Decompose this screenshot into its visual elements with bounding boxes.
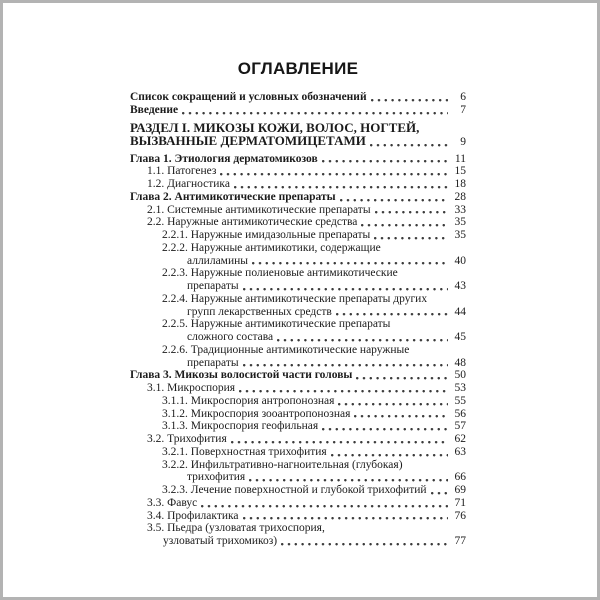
- toc-entry-label: Введение: [130, 103, 179, 116]
- toc-row: [130, 446, 466, 459]
- toc-entry-label: 3.1.1. Микроспория антропонозная: [162, 394, 335, 407]
- toc-row: [130, 229, 466, 242]
- toc-page-number: 66: [454, 471, 466, 484]
- toc-row: [130, 471, 466, 484]
- toc-row: [130, 153, 466, 166]
- toc-entry-label: Глава 2. Антимикотические препараты: [130, 190, 336, 203]
- toc-row: [130, 178, 466, 191]
- dot-leader: [336, 313, 448, 316]
- dot-leader: [374, 237, 448, 240]
- toc-page-number: 62: [454, 433, 466, 445]
- toc-page-number: 71: [454, 496, 466, 509]
- toc-entry-label: узловатый трихомикоз): [163, 535, 278, 547]
- toc-entry-label: 3.2.3. Лечение поверхностной и глубокой трихофитий: [162, 484, 427, 496]
- dot-leader: [361, 224, 448, 227]
- toc-entry-label: 2.2.1. Наружные имидазольные препараты: [162, 229, 371, 241]
- dot-leader: [231, 441, 448, 444]
- toc-entry-label: Глава 1. Этиология дерматомикозов: [130, 152, 318, 165]
- toc-entry-label: Список сокращений и условных обозначений: [130, 91, 367, 103]
- toc-row: [130, 433, 466, 446]
- toc-row: [130, 357, 466, 370]
- toc-row: [130, 293, 466, 306]
- toc-page-number: 18: [454, 178, 466, 190]
- toc-entry-label: 2.2.4. Наружные антимикотические препараты других: [162, 292, 428, 305]
- toc-row: [130, 104, 466, 117]
- toc-row: [130, 510, 466, 523]
- dot-leader: [322, 160, 448, 163]
- toc-row: [130, 408, 466, 421]
- page-title: ОГЛАВЛЕНИЕ: [237, 59, 359, 78]
- dot-leader: [277, 339, 448, 342]
- toc-entry-label: сложного состава: [187, 331, 274, 343]
- toc-page-number: 50: [454, 369, 466, 382]
- toc-entry-label: 3.5. Пьедра (узловатая трихоспория,: [147, 522, 325, 535]
- toc-row: [130, 280, 466, 293]
- toc-entry-label: ВЫЗВАННЫЕ ДЕРМАТОМИЦЕТАМИ: [130, 132, 366, 148]
- dot-leader: [201, 505, 448, 508]
- dot-leader: [356, 377, 448, 380]
- dot-leader: [243, 517, 448, 520]
- dot-leader: [249, 479, 448, 482]
- toc-row: [130, 369, 466, 382]
- toc-row: [130, 522, 466, 535]
- toc-entry-label: 2.2.6. Традиционные антимикотические наружные: [162, 343, 410, 356]
- toc-row: [130, 306, 466, 319]
- toc-row: [130, 121, 466, 134]
- toc-entry-label: 3.1.3. Микроспория геофильная: [162, 420, 319, 433]
- toc-entry-label: 1.2. Диагностика: [147, 178, 230, 190]
- toc-page-number: 28: [454, 190, 466, 203]
- toc-page-number: 63: [454, 445, 466, 458]
- toc-page-number: 77: [454, 535, 466, 547]
- dot-leader: [239, 390, 448, 393]
- toc-row: [130, 191, 466, 204]
- toc-list: [130, 91, 466, 548]
- toc-entry-label: 1.1. Патогенез: [147, 165, 217, 178]
- dot-leader: [281, 543, 448, 546]
- toc-page-number: 33: [454, 203, 466, 216]
- toc-entry-label: 3.2.2. Инфильтративно-нагноительная (глубокая): [162, 458, 403, 471]
- dot-leader: [322, 428, 448, 431]
- toc-entry-label: 3.4. Профилактика: [147, 509, 239, 522]
- toc-page-number: 53: [454, 382, 466, 394]
- toc-entry-label: 3.2.1. Поверхностная трихофития: [162, 445, 327, 458]
- toc-row: [130, 267, 466, 280]
- toc-row: [130, 331, 466, 344]
- toc-entry-label: Глава 3. Микозы волосистой части головы: [130, 369, 353, 382]
- toc-row: [130, 344, 466, 357]
- toc-row: [130, 134, 466, 149]
- toc-row: [130, 242, 466, 255]
- toc-page-number: 7: [460, 103, 466, 116]
- toc-page-number: 57: [454, 420, 466, 433]
- toc-entry-label: 3.1.2. Микроспория зооантропонозная: [162, 407, 351, 420]
- toc-entry-label: 2.2. Наружные антимикотические средства: [147, 216, 358, 229]
- toc-entry-label: 2.2.2. Наружные антимикотики, содержащие: [162, 241, 381, 254]
- dot-leader: [331, 454, 448, 457]
- toc-row: [130, 91, 466, 104]
- dot-leader: [370, 144, 448, 147]
- toc-row: [130, 497, 466, 510]
- toc-entry-label: 3.3. Фавус: [147, 496, 198, 509]
- toc-page-number: 9: [460, 135, 466, 148]
- dot-leader: [338, 403, 448, 406]
- dot-leader: [252, 262, 448, 265]
- toc-entry-label: препараты: [187, 280, 239, 292]
- toc-page-number: 40: [454, 254, 466, 267]
- dot-leader: [371, 99, 448, 102]
- toc-row: [130, 382, 466, 395]
- toc-page-number: 43: [454, 280, 466, 292]
- content-column: [130, 60, 466, 548]
- toc-row: [130, 204, 466, 217]
- toc-row: [130, 255, 466, 268]
- toc-entry-label: 3.1. Микроспория: [147, 382, 236, 394]
- toc-row: [130, 318, 466, 331]
- dot-leader: [431, 492, 448, 495]
- toc-page-number: 55: [454, 394, 466, 407]
- toc-row: [130, 459, 466, 472]
- dot-leader: [234, 186, 448, 189]
- toc-page-number: 35: [454, 229, 466, 241]
- toc-page-number: 45: [454, 331, 466, 343]
- toc-page-number: 11: [454, 152, 466, 165]
- toc-page-number: 56: [454, 407, 466, 420]
- toc-row: [130, 535, 466, 548]
- toc-row: [130, 395, 466, 408]
- toc-entry-label: 2.2.5. Наружные антимикотические препараты: [162, 318, 391, 331]
- toc-page-number: 35: [454, 216, 466, 229]
- toc-entry-label: препараты: [187, 356, 239, 369]
- toc-page-number: 44: [454, 305, 466, 318]
- toc-page-number: 69: [454, 484, 466, 496]
- toc-entry-label: 3.2. Трихофития: [147, 433, 227, 445]
- dot-leader: [354, 415, 448, 418]
- toc-entry-label: 2.1. Системные антимикотические препараты: [147, 203, 371, 216]
- toc-entry-label: аллиламины: [187, 254, 248, 267]
- toc-entry-label: 2.2.3. Наружные полиеновые антимикотические: [162, 267, 398, 280]
- dot-leader: [375, 211, 448, 214]
- toc-row: [130, 165, 466, 178]
- toc-entry-label: РАЗДЕЛ I. МИКОЗЫ КОЖИ, ВОЛОС, НОГТЕЙ,: [130, 119, 420, 135]
- toc-page-number: 48: [454, 356, 466, 369]
- toc-row: [130, 484, 466, 497]
- dot-leader: [243, 288, 448, 291]
- dot-leader: [243, 364, 448, 367]
- dot-leader: [340, 199, 448, 202]
- toc-entry-label: трихофития: [187, 471, 246, 484]
- toc-row: [130, 420, 466, 433]
- toc-page-number: 15: [454, 165, 466, 178]
- toc-entry-label: групп лекарственных средств: [187, 305, 332, 318]
- toc-page-number: 6: [460, 91, 466, 103]
- toc-page-number: 76: [454, 509, 466, 522]
- dot-leader: [220, 173, 448, 176]
- toc-row: [130, 216, 466, 229]
- dot-leader: [182, 112, 448, 115]
